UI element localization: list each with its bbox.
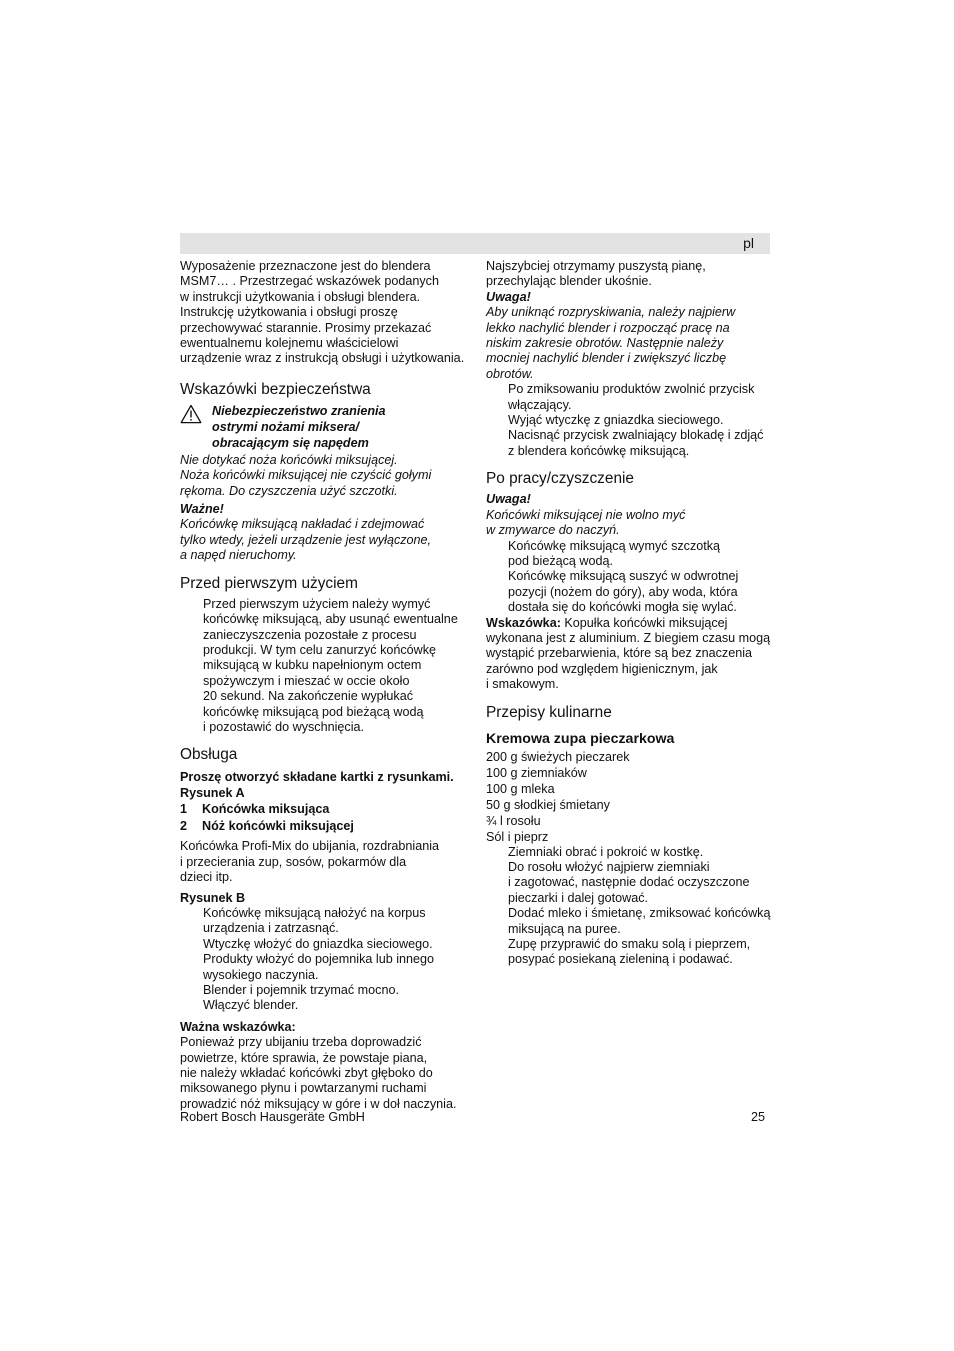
foam-text: Najszybciej otrzymamy puszystą pianę, przechylając blender ukośnie. <box>486 259 706 289</box>
open-fold-text: Proszę otworzyć składane kartki z rysunkami. <box>180 770 454 785</box>
important-text: Końcówkę miksującą nakładać i zdejmować tylko wtedy, jeżeli urządzenie jest wyłączone, a napęd nieruchomy. <box>180 517 432 563</box>
note-label: Ważna wskazówka: <box>180 1019 296 1034</box>
cleaning-caution-label: Uwaga! <box>486 492 531 507</box>
figure-a-label: Rysunek A <box>180 786 245 801</box>
list-item: 50 g słodkiej śmietany <box>486 797 610 812</box>
after-mix-steps: Po zmiksowaniu produktów zwolnić przycisk włączający. Wyjąć wtyczkę z gniazdka sieciowego. Nacisnąć przycisk zwalniający blokadę i zdjąć z blendera końcówkę miksującą. <box>508 382 764 458</box>
language-bar <box>180 233 770 254</box>
note-text: Ponieważ przy ubijaniu trzeba doprowadzić powietrze, które sprawia, że powstaje piana, nie należy wkładać końcówki zbyt głęboko do miksowanego płynu i powtarzanymi ruchami prowadzić nóż miksujący w góre i w doł naczynia. <box>180 1035 457 1111</box>
page-number: 25 <box>750 1110 765 1124</box>
part-2: 2 Nóż końcówki miksującej <box>180 819 354 834</box>
caution-text: Aby uniknąć rozpryskiwania, należy najpierw lekko nachylić blender i rozpocząć pracę na niskim zakresie obrotów. Następnie należy mocniej nachylić blender i zwiększyć liczbę obrotów. <box>486 305 736 381</box>
warning-triangle-icon <box>180 403 212 451</box>
danger-warning <box>180 403 470 451</box>
cleaning-heading: Po pracy/czyszczenie <box>486 470 634 488</box>
hint-label: Wskazówka: <box>486 615 561 630</box>
recipe-steps: Ziemniaki obrać i pokroić w kostkę. Do rosołu włożyć najpierw ziemniaki i zagotować, następnie dodać oczyszczone pieczarki i dalej gotować. Dodać mleko i śmietanę, zmiksować końcówką miksującą na puree. Zupę przyprawić do smaku solą i pieprzem, posypać posiekaną zieleniną i podawać. <box>508 844 771 967</box>
first-use-text: Przed pierwszym użyciem należy wymyć końcówkę miksującą, aby usunąć ewentualne zanieczyszczenia pozostałe z procesu produkcji. W tym celu zanurzyć końcówkę miksującą w kubku napełnionym octem spożywczym i mieszać w occie około 20 sekund. Na zakończenie wypłukać końcówkę miksującą pod bieżącą wodą i pozostawić do wyschnięcia. <box>203 596 458 734</box>
list-item: 200 g świeżych pieczarek <box>486 749 630 764</box>
caution-label: Uwaga! <box>486 289 531 304</box>
figure-b-label: Rysunek B <box>180 890 246 905</box>
part-1: 1 Końcówka miksująca <box>180 802 330 817</box>
footer-company: Robert Bosch Hausgeräte GmbH <box>180 1110 365 1124</box>
list-item: ¾ l rosołu <box>486 813 541 828</box>
left-column <box>180 259 470 1112</box>
cleaning-steps: Końcówkę miksującą wymyć szczotką pod bieżącą wodą. Końcówkę miksującą suszyć w odwrotnej pozycji (nożem do góry), aby woda, która dostała się do końcówki mogła się wylać. <box>508 538 739 615</box>
ingredients-list <box>486 749 776 845</box>
first-use-heading: Przed pierwszym użyciem <box>180 574 358 592</box>
operation-heading: Obsługa <box>180 746 238 764</box>
profimix-text: Końcówka Profi-Mix do ubijania, rozdrabniania i przecierania zup, sosów, pokarmów dla dzieci itp. <box>180 839 440 885</box>
recipes-heading: Przepisy kulinarne <box>486 703 612 721</box>
figure-b-steps: Końcówkę miksującą nałożyć na korpus urządzenia i zatrzasnąć. Wtyczkę włożyć do gniazdka sieciowego. Produkty włożyć do pojemnika lub innego wysokiego naczynia. Blender i pojemnik trzymać mocno. Włączyć blender. <box>203 905 435 1013</box>
right-column <box>486 259 776 968</box>
language-code: pl <box>743 235 754 251</box>
hint-paragraph: Wskazówka: Kopułka końcówki miksującej wykonana jest z aluminium. Z biegiem czasu mogą wystąpić przebarwienia, które są bez znaczenia zarówno pod względem higienicznym, jak i smakowym. <box>486 615 771 692</box>
list-item: Sól i pieprz <box>486 829 549 844</box>
recipe-heading: Kremowa zupa pieczarkowa <box>486 730 675 747</box>
intro-paragraph: Wyposażenie przeznaczone jest do blendera MSM7… . Przestrzegać wskazówek podanych w instrukcji użytkowania i obsługi blendera. Instrukcję użytkowania i obsługi proszę przechowywać starannie. Prosimy przekazać ewentualnemu kolejnemu właścicielowi urządzenie wraz z instrukcją obsługi i użytkowania. <box>180 259 465 366</box>
cleaning-caution-text: Końcówki miksującej nie wolno myć w zmywarce do naczyń. <box>486 507 686 538</box>
safety-text: Nie dotykać noża końcówki miksującej. Noża końcówki miksującej nie czyścić gołymi rękoma. Do czyszczenia użyć szczotki. <box>180 452 432 498</box>
important-label: Ważne! <box>180 502 224 517</box>
danger-text: Niebezpieczeństwo zranienia ostrymi nożami miksera/ obracającym się napędem <box>212 403 386 450</box>
safety-heading: Wskazówki bezpieczeństwa <box>180 380 371 398</box>
list-item: 100 g mleka <box>486 781 555 796</box>
list-item: 100 g ziemniaków <box>486 765 587 780</box>
